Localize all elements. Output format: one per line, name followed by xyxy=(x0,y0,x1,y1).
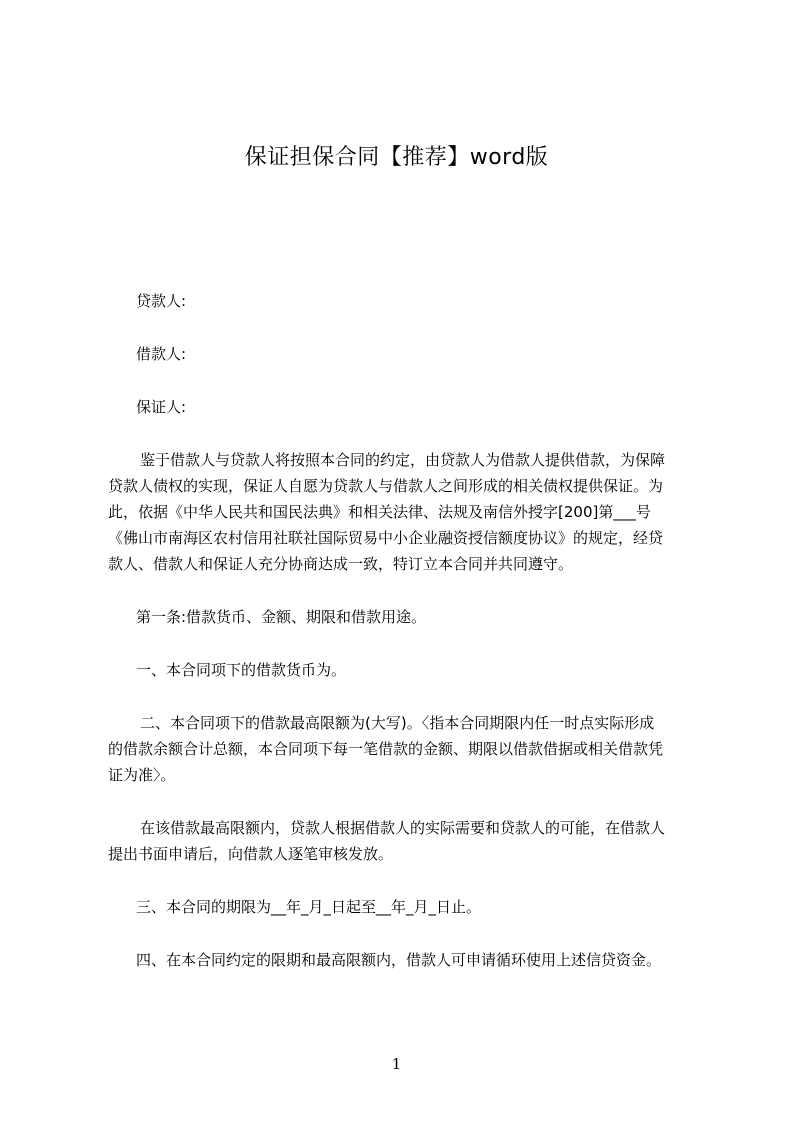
clause-2-line: 的借款余额合计总额，本合同项下每一笔借款的金额、期限以借款借据或相关借款凭 xyxy=(108,740,664,758)
clause-2-paragraph-line: 在该借款最高限额内，贷款人根据借款人的实际需要和贷款人的可能，在借款人 xyxy=(140,819,666,837)
preamble-line: 鉴于借款人与贷款人将按照本合同的约定，由贷款人为借款人提供借款，为保障 xyxy=(140,451,666,469)
preamble-paragraph xyxy=(108,447,700,577)
page-number: 1 xyxy=(391,1055,402,1073)
clause-3: 三、本合同的期限为__年_月_日起至__年_月_日止。 xyxy=(136,898,482,916)
party-guarantor-label: 保证人: xyxy=(136,398,187,416)
clause-2-paragraph-line: 提出书面申请后，向借款人逐笔审核发放。 xyxy=(108,845,394,863)
document-body xyxy=(108,288,700,973)
clause-2-line: 二、本合同项下的借款最高限额为(大写)。〈指本合同期限内任一时点实际形成 xyxy=(140,714,655,732)
clause-2 xyxy=(108,710,700,788)
party-lender-label: 贷款人: xyxy=(136,292,187,310)
party-borrower-label: 借款人: xyxy=(136,345,187,363)
preamble-line: 款人、借款人和保证人充分协商达成一致，特订立本合同并共同遵守。 xyxy=(108,555,574,573)
preamble-line: 贷款人债权的实现，保证人自愿为贷款人与借款人之间形成的相关债权提供保证。为 xyxy=(108,477,664,495)
clause-2-line: 证为准〉。 xyxy=(108,766,176,784)
preamble-line: 此，依据《中华人民共和国民法典》和相关法律、法规及南信外授字[200]第___号 xyxy=(108,503,651,521)
clause-2-paragraph xyxy=(108,815,700,867)
clause-1: 一、本合同项下的借款货币为。 xyxy=(136,661,347,679)
article-1-heading: 第一条:借款货币、金额、期限和借款用途。 xyxy=(136,608,427,626)
preamble-line: 《佛山市南海区农村信用社联社国际贸易中小企业融资授信额度协议》的规定，经贷 xyxy=(108,529,664,547)
clause-4: 四、在本合同约定的限期和最高限额内，借款人可申请循环使用上述信贷资金。 xyxy=(136,951,662,969)
document-title: 保证担保合同【推荐】word版 xyxy=(244,145,549,170)
